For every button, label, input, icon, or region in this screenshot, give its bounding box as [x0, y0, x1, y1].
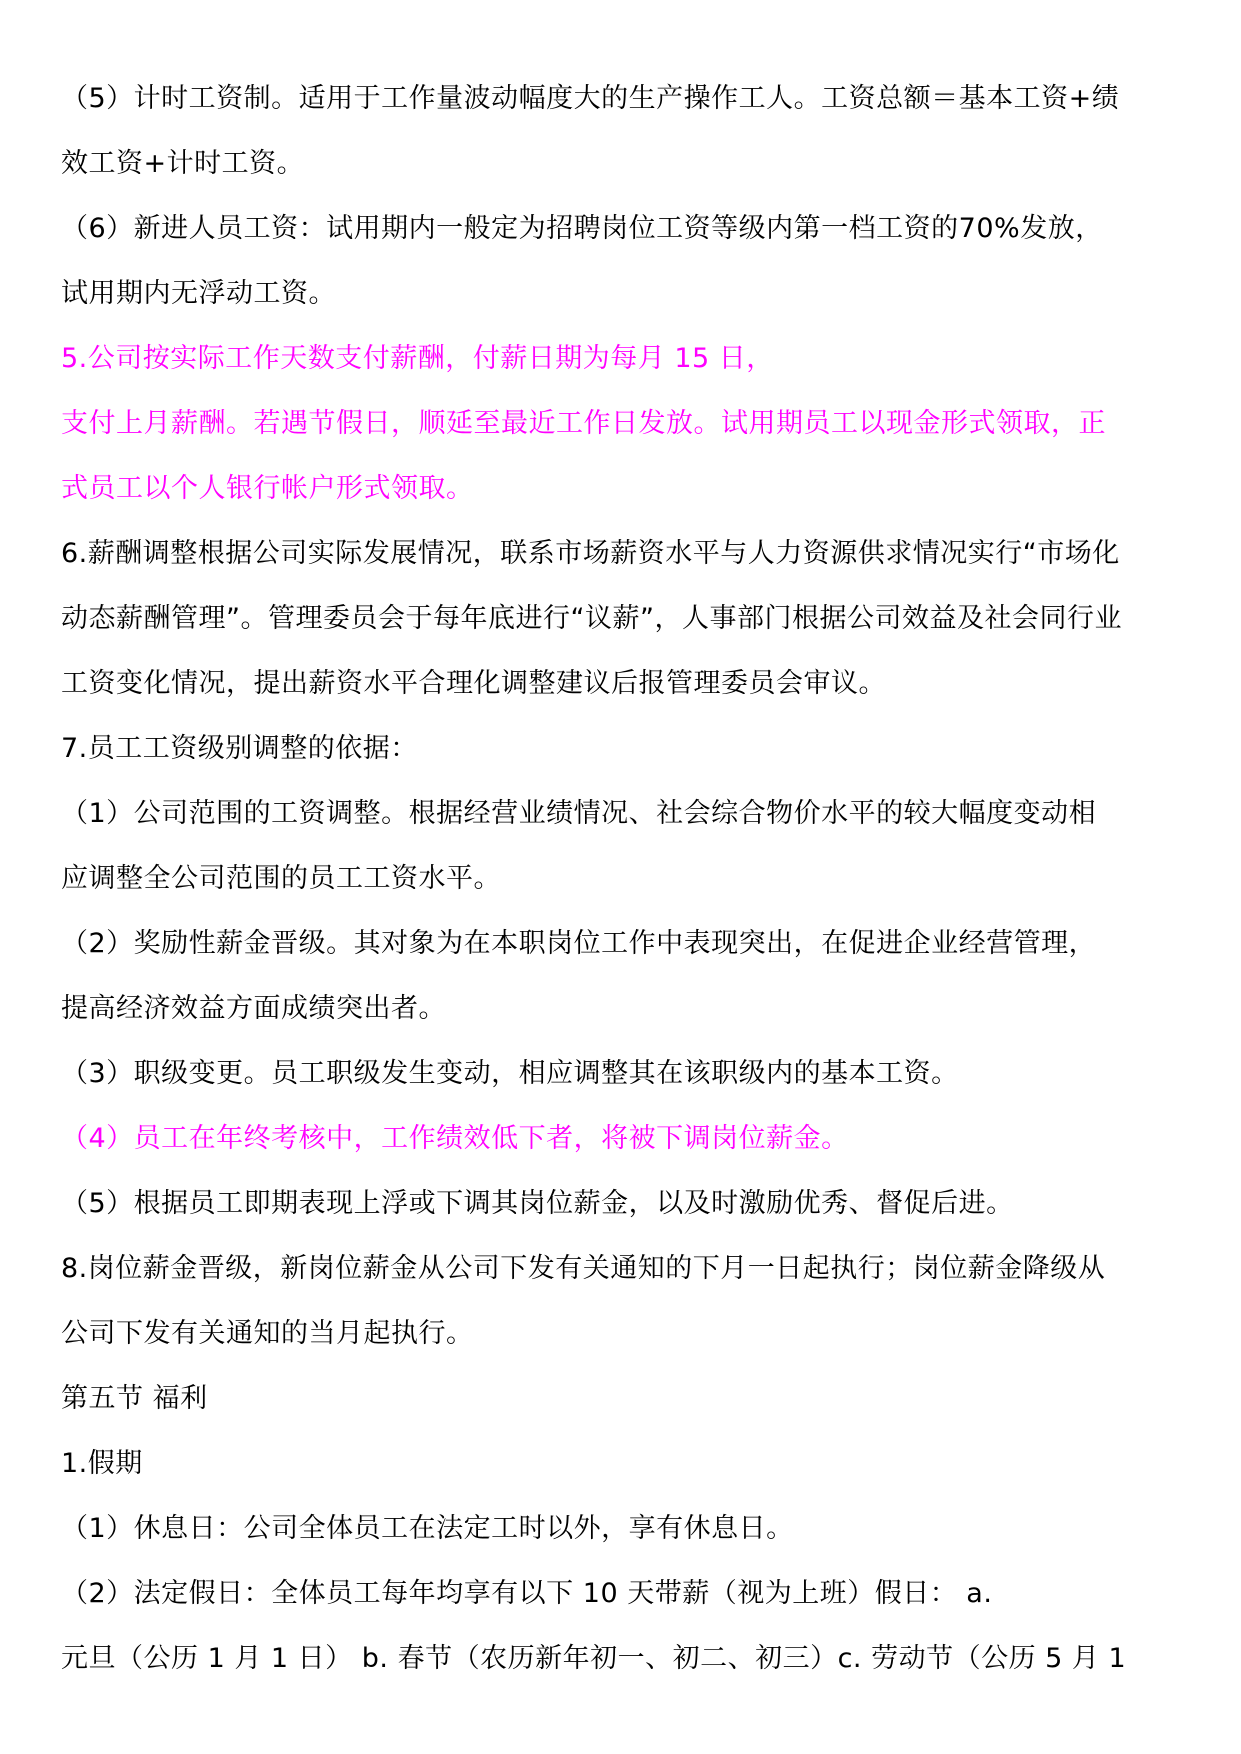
subsection-heading: 1.假期 [61, 1448, 143, 1479]
paragraph-line: （1）公司范围的工资调整。根据经营业绩情况、社会综合物价水平的较大幅度变动相 [61, 798, 1097, 829]
paragraph-line: 效工资+计时工资。 [61, 148, 305, 179]
highlighted-line: 支付上月薪酬。若遇节假日，顺延至最近工作日发放。试用期员工以现金形式领取，正 [61, 408, 1106, 439]
highlighted-line: 式员工以个人银行帐户形式领取。 [61, 473, 474, 504]
paragraph-line: （5）计时工资制。适用于工作量波动幅度大的生产操作工人。工资总额＝基本工资+绩 [61, 83, 1120, 114]
paragraph-line: 公司下发有关通知的当月起执行。 [61, 1318, 474, 1349]
paragraph-line: 试用期内无浮动工资。 [61, 278, 336, 309]
paragraph-line: 工资变化情况，提出薪资水平合理化调整建议后报管理委员会审议。 [61, 668, 886, 699]
paragraph-line: （6）新进人员工资：试用期内一般定为招聘岗位工资等级内第一档工资的70%发放， [61, 213, 1103, 244]
section-heading: 第五节 福利 [61, 1383, 208, 1414]
paragraph-line: （2）法定假日：全体员工每年均享有以下 10 天带薪（视为上班）假日： a. [61, 1578, 993, 1609]
document-body [61, 66, 1181, 1691]
paragraph-line: 7.员工工资级别调整的依据： [61, 733, 418, 764]
paragraph-line: 提高经济效益方面成绩突出者。 [61, 993, 446, 1024]
paragraph-line: 动态薪酬管理”。管理委员会于每年底进行“议薪”，人事部门根据公司效益及社会同行业 [61, 603, 1122, 634]
paragraph-line: 6.薪酬调整根据公司实际发展情况，联系市场薪资水平与人力资源供求情况实行“市场化 [61, 538, 1120, 569]
paragraph-line: 元旦（公历 1 月 1 日） b. 春节（农历新年初一、初二、初三）c. 劳动节（公历 5 月 1 [61, 1643, 1127, 1674]
paragraph-line: 8.岗位薪金晋级，新岗位薪金从公司下发有关通知的下月一日起执行；岗位薪金降级从 [61, 1253, 1106, 1284]
paragraph-line: （3）职级变更。员工职级发生变动，相应调整其在该职级内的基本工资。 [61, 1058, 959, 1089]
paragraph-line: 应调整全公司范围的员工工资水平。 [61, 863, 501, 894]
highlighted-line: （4）员工在年终考核中，工作绩效低下者，将被下调岗位薪金。 [61, 1123, 849, 1154]
paragraph-line: （2）奖励性薪金晋级。其对象为在本职岗位工作中表现突出，在促进企业经营管理， [61, 928, 1097, 959]
highlighted-line: 5.公司按实际工作天数支付薪酬，付薪日期为每月 15 日， [61, 343, 774, 374]
paragraph-line: （5）根据员工即期表现上浮或下调其岗位薪金，以及时激励优秀、督促后进。 [61, 1188, 1014, 1219]
paragraph-line: （1）休息日：公司全体员工在法定工时以外，享有休息日。 [61, 1513, 794, 1544]
